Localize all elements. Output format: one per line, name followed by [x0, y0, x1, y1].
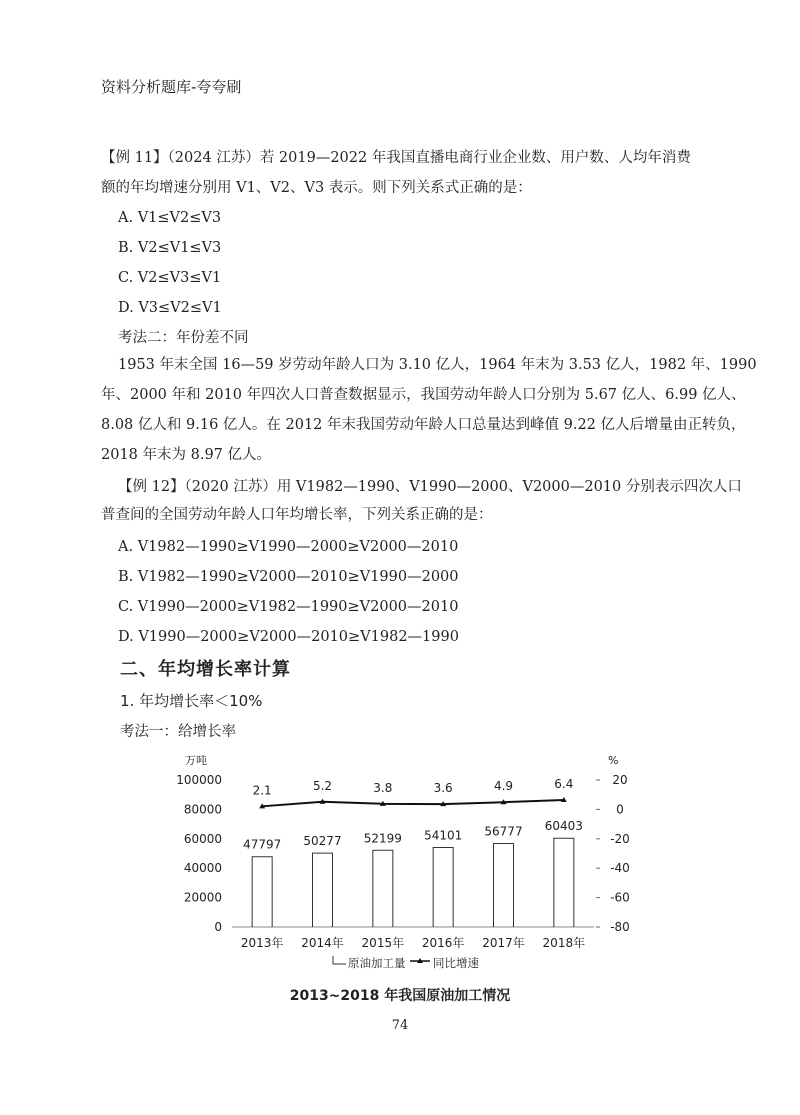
left-tick-label: 60000 — [183, 831, 222, 846]
bar-value-label: 47797 — [243, 837, 282, 852]
passage-line4: 2018 年末为 8.97 亿人。 — [101, 447, 272, 463]
legend-bar-swatch — [333, 956, 346, 964]
bar-2017年 — [494, 844, 514, 927]
section-title: 二、年均增长率计算 — [120, 659, 291, 680]
category-label: 2013年 — [240, 936, 284, 950]
right-unit-label: % — [608, 754, 619, 767]
bar-value-label: 50277 — [303, 834, 342, 849]
growth-value-label: 3.8 — [373, 780, 393, 795]
q11-line2: 额的年均增速分别用 V1、V2、V3 表示。则下列关系式正确的是： — [101, 180, 532, 196]
growth-value-label: 3.6 — [433, 781, 453, 796]
category-label: 2015年 — [361, 936, 405, 950]
right-tick-label: 0 — [616, 802, 624, 817]
category-label: 2018年 — [542, 936, 586, 950]
category-label: 2014年 — [301, 936, 344, 950]
growth-value-label: 6.4 — [554, 776, 574, 791]
q11-option-b: B. V2≤V1≤V3 — [118, 240, 222, 256]
chart-bars — [252, 838, 574, 927]
q11-option-c: C. V2≤V3≤V1 — [118, 270, 222, 286]
right-tick-label: -60 — [610, 890, 630, 905]
chart-caption: 2013~2018 年我国原油加工情况 — [289, 988, 511, 1004]
right-tick-label: 20 — [612, 773, 628, 787]
growth-value-label: 4.9 — [493, 779, 514, 794]
bar-2013年 — [252, 857, 272, 927]
q11-line1: 【例 11】（2024 江苏）若 2019—2022 年我国直播电商行业企业数、用户数、人均年消费 — [101, 150, 691, 166]
bar-value-label: 54101 — [424, 828, 463, 843]
legend-line-label: 同比增速 — [433, 956, 479, 970]
category-label: 2017年 — [482, 936, 525, 950]
q12-option-a: A. V1982—1990≥V1990—2000≥V2000—2010 — [118, 539, 459, 555]
passage-line2: 年、2000 年和 2010 年四次人口普查数据显示，我国劳动年龄人口分别为 5.67 亿人、6.99 亿人、 — [101, 387, 746, 403]
left-tick-label: 20000 — [183, 890, 222, 905]
bar-value-label: 60403 — [544, 819, 583, 834]
q12-line2: 普查间的全国劳动年龄人口年均增长率，下列关系正确的是： — [101, 507, 493, 523]
left-tick-label: 100000 — [176, 773, 222, 787]
bar-2018年 — [554, 838, 574, 927]
left-tick-label: 80000 — [183, 802, 222, 817]
chart-labels — [243, 777, 583, 852]
category-label: 2016年 — [421, 936, 465, 950]
passage-line3: 8.08 亿人和 9.16 亿人。在 2012 年末我国劳动年龄人口总量达到峰值 9.22 亿人后增量由正转负， — [101, 417, 746, 433]
q11-option-d: D. V3≤V2≤V1 — [118, 300, 222, 316]
bar-2014年 — [313, 853, 333, 927]
chart-legend — [333, 956, 479, 970]
subsection-title: 1. 年均增长率＜10% — [120, 692, 263, 710]
growth-value-label: 2.1 — [252, 783, 272, 798]
legend-bar-label: 原油加工量 — [348, 956, 406, 970]
left-unit-label: 万吨 — [185, 754, 207, 767]
method-one-title: 考法一：给增长率 — [120, 724, 236, 740]
q12-option-d: D. V1990—2000≥V2000—2010≥V1982—1990 — [118, 629, 459, 645]
q12-option-b: B. V1982—1990≥V2000—2010≥V1990—2000 — [118, 569, 459, 585]
bar-2015年 — [373, 850, 393, 927]
bar-value-label: 56777 — [484, 824, 523, 839]
q11-option-a: A. V1≤V2≤V3 — [118, 210, 222, 226]
right-tick-label: -20 — [610, 831, 630, 846]
growth-value-label: 5.2 — [312, 778, 333, 793]
page-number: 74 — [391, 1018, 409, 1033]
left-tick-label: 40000 — [183, 861, 222, 876]
q12-line1: 【例 12】（2020 江苏）用 V1982—1990、V1990—2000、V2000—2010 分别表示四次人口 — [118, 479, 742, 495]
q12-option-c: C. V1990—2000≥V1982—1990≥V2000—2010 — [118, 599, 459, 615]
left-tick-label: 0 — [214, 920, 222, 934]
right-tick-label: -40 — [610, 861, 630, 876]
method-two-title: 考法二：年份差不同 — [118, 330, 249, 346]
page-header: 资料分析题库-夸夸刷 — [101, 78, 242, 96]
bar-2016年 — [433, 847, 453, 927]
passage-line1: 1953 年末全国 16—59 岁劳动年龄人口为 3.10 亿人，1964 年末为 3.53 亿人，1982 年、1990 — [118, 357, 757, 373]
right-tick-label: -80 — [610, 920, 630, 934]
growth-line — [262, 800, 564, 806]
bar-value-label: 52199 — [363, 831, 402, 846]
chart-line — [259, 797, 567, 808]
crude-oil-chart — [150, 750, 650, 975]
